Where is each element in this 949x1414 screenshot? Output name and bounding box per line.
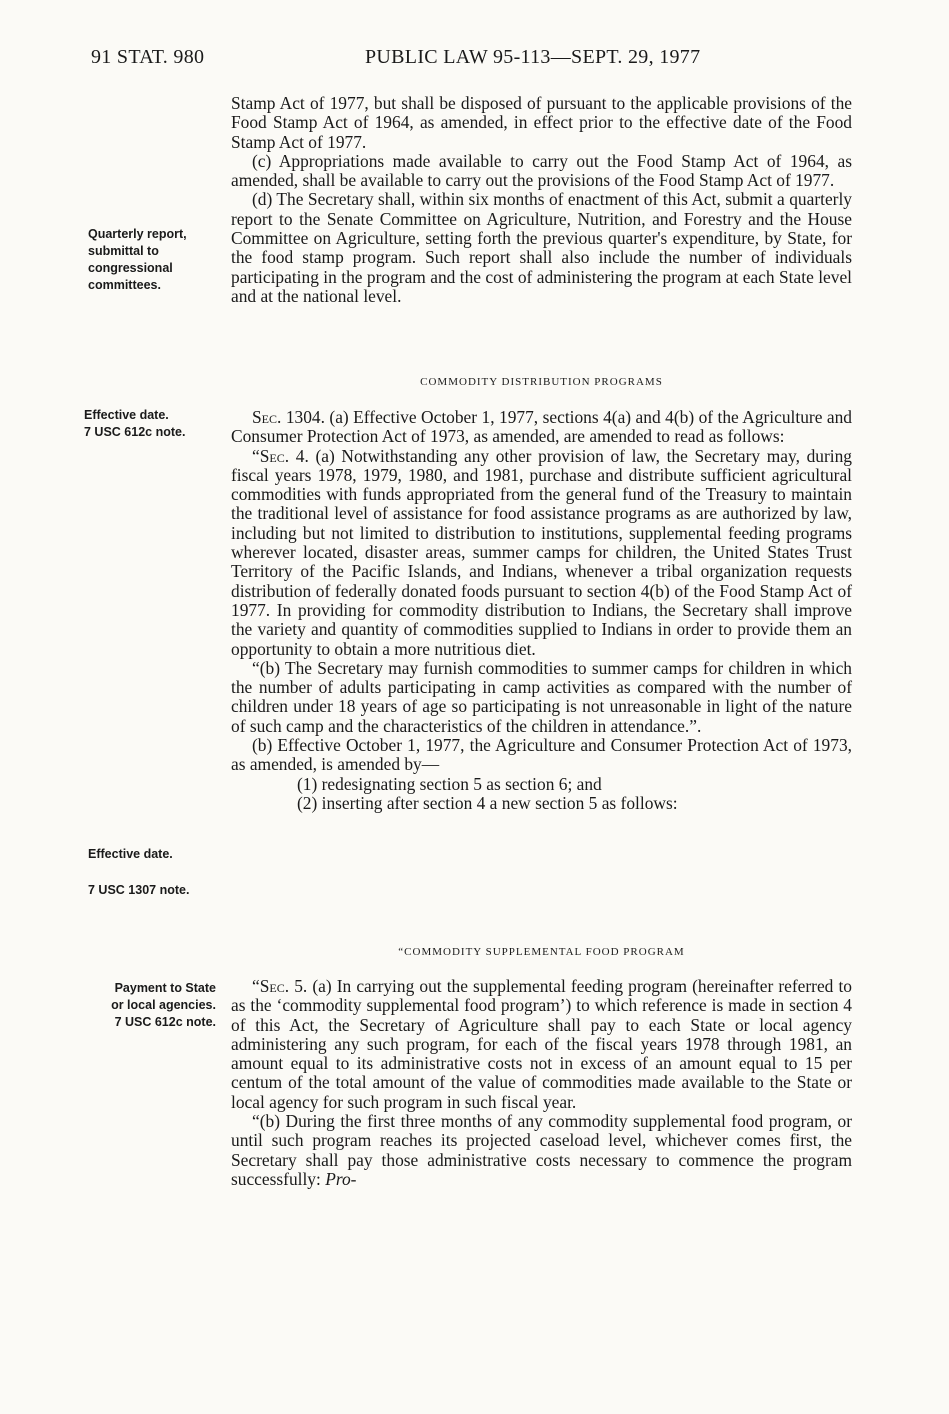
list-item: (2) inserting after section 4 a new section 5 as follows: (297, 792, 678, 813)
text-block-3 (231, 977, 852, 1189)
paragraph: “(b) The Secretary may furnish commodities to summer camps for children in which the number of adults participating in camp activities as compared with the number of children under 18 years of age so participating is not unreasonable in light of the nature of such camp and the characteristics of the children in attendance.”. (231, 657, 852, 736)
margin-note-line: 7 USC 612c note. (114, 1015, 216, 1029)
section-heading-commodity-distribution: COMMODITY DISTRIBUTION PROGRAMS (420, 376, 663, 388)
margin-note-line: Payment to State (114, 981, 216, 995)
margin-note-line: Quarterly report, (88, 227, 187, 241)
margin-note-effective-date-1 (84, 407, 212, 441)
paragraph (231, 1112, 852, 1189)
margin-note-line: committees. (88, 278, 161, 292)
margin-note-line: 7 USC 612c note. (84, 425, 186, 439)
margin-note-payment (84, 980, 216, 1031)
margin-note-line: submittal to (88, 244, 159, 258)
margin-note-quarterly-report (88, 226, 220, 294)
margin-note-effective-date-2 (88, 846, 216, 863)
text-block-1 (231, 94, 852, 306)
open-quote: “ (252, 976, 260, 996)
sec-1304-text: 1304. (a) Effective October 1, 1977, sections 4(a) and 4(b) of the Agriculture and Consumer Protection Act of 1973, as amended, are amended to read as follows: (231, 407, 852, 447)
sec-label: Sec. (259, 445, 290, 466)
paragraph (231, 977, 852, 1112)
sec-5a-text: 5. (a) In carrying out the supplemental feeding program (hereinafter referred to as the ‘commodity supplemental food program’) to which reference is made in section 4 of this Act, the Secretary of Agriculture shall pay to each State or local agency administering any such program, for each of the fiscal years 1978 through 1981, an amount equal to its administrative costs not in excess of an amount equal to 15 per centum of the total amount of the value of commodities made available to the State or local agency for such program in such fiscal year. (231, 976, 852, 1112)
sec-5b-text: “(b) During the first three months of any commodity supplemental food program, or until such program reaches its projected caseload level, whichever comes first, the Secretary shall pay those administrative costs necessary to commence the program successfully: (231, 1111, 852, 1189)
margin-note-usc-1307 (88, 882, 216, 899)
list-item: (1) redesignating section 5 as section 6; and (297, 773, 602, 794)
open-quote: “ (252, 445, 260, 466)
law-title: PUBLIC LAW 95-113—SEPT. 29, 1977 (365, 46, 701, 68)
paragraph (231, 447, 852, 659)
text-block-2 (231, 408, 852, 813)
sec-5b-continuation: Pro- (325, 1168, 357, 1189)
sec-label: Sec. (259, 976, 290, 996)
paragraph: (c) Appropriations made available to carry out the Food Stamp Act of 1964, as amended, shall be available to carry out the provisions of the Food Stamp Act of 1977. (231, 150, 852, 191)
paragraph: (b) Effective October 1, 1977, the Agriculture and Consumer Protection Act of 1973, as amended, is amended by— (231, 735, 852, 775)
sec-label: Sec. (252, 407, 282, 427)
sec-4a-text: 4. (a) Notwithstanding any other provision of law, the Secretary may, during fiscal years 1978, 1979, 1980, and 1981, purchase and distribute sufficient agricultural commodities with funds appropriated from the general fund of the Treasury to maintain the traditional level of assistance for food assistance programs as are authorized by law, including but not limited to distribution to institutions, supplemental feeding programs wherever located, disaster areas, summer camps for children, the United States Trust Territory of the Pacific Islands, and Indians, whenever a tribal organization requests distribution of federally donated foods pursuant to section 4(b) of the Food Stamp Act of 1977. In providing for commodity distribution to Indians, the Secretary shall improve the variety and quantity of commodities supplied to Indians in order to provide them an opportunity to obtain a more nutritious diet. (231, 445, 852, 659)
paragraph (231, 408, 852, 447)
margin-note-line: Effective date. (88, 847, 173, 861)
margin-note-line: or local agencies. (111, 998, 216, 1012)
margin-note-line: 7 USC 1307 note. (88, 883, 190, 897)
margin-note-line: Effective date. (84, 408, 169, 422)
stat-reference: 91 STAT. 980 (91, 46, 205, 68)
section-heading-commodity-supplemental: “COMMODITY SUPPLEMENTAL FOOD PROGRAM (398, 946, 685, 958)
margin-note-line: congressional (88, 261, 173, 275)
paragraph: Stamp Act of 1977, but shall be disposed of pursuant to the applicable provisions of the Food Stamp Act of 1964, as amended, in effect prior to the effective date of the Food Stamp Act of 1977. (231, 93, 852, 152)
page-header (0, 46, 949, 76)
paragraph: (d) The Secretary shall, within six months of enactment of this Act, submit a quarterly report to the Senate Committee on Agriculture, Nutrition, and Forestry and the House Committee on Agriculture, setting forth the previous quarter's expenditure, by State, for the food stamp program. Such report shall also include the number of individuals participating in the program and the cost of administering the program at each State level and at the national level. (231, 189, 852, 306)
